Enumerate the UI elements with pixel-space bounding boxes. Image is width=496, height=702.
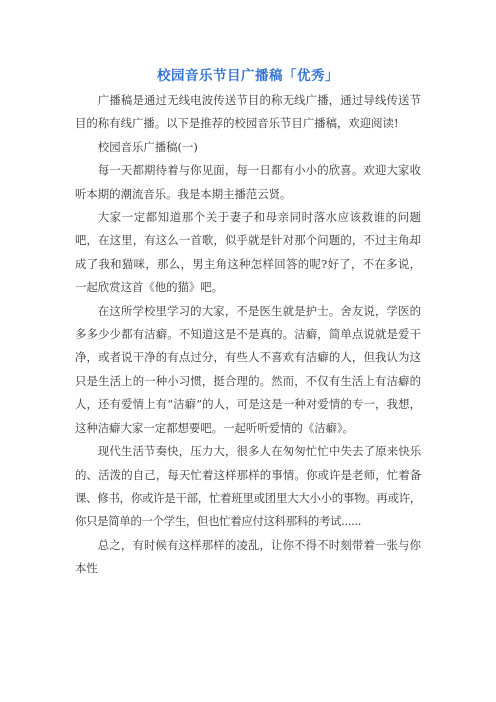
body-paragraph: 在这所学校里学习的大家，不是医生就是护士。舍友说，学医的多多少少都有洁癖。不知道这是不是真的。洁癖，简单点说就是爱干净，或者说干净的有点过分，有些人不喜欢有洁癖的人，但我认为这只是生活上的一种小习惯，挺合理的。然而，不仅有生活上有洁癖的人，还有爱情上有“洁癖”的人，可是这是一种对爱情的专一，我想，这种洁癖大家一定都想要吧。一起听听爱情的《洁癖》。 (75, 303, 421, 435)
body-paragraph: 大家一定都知道那个关于妻子和母亲同时落水应该救谁的问题吧，在这里，有这么一首歌，似乎就是针对那个问题的，不过主角却成了我和猫咪，那么，男主角这种怎样回答的呢?好了，不在多说，一起欣赏这首《他的猫》吧。 (75, 210, 421, 295)
body-paragraph: 每一天都期待着与你见面，每一日都有小小的欣喜。欢迎大家收听本期的潮流音乐。我是本期主播范云贤。 (75, 163, 421, 201)
body-paragraph: 现代生活节奏快，压力大，很多人在匆匆忙忙中失去了原来快乐的、活泼的自己，每天忙着这样那样的事情。你或许是老师，忙着备课、修书，你或许是干部，忙着班里或团里大大小小的事物。再或许，你只是简单的一个学生，但也忙着应付这科那科的考试...... (75, 444, 421, 529)
section-heading: 校园音乐广播稿(一) (97, 139, 198, 154)
page-title: 校园音乐节目广播稿「优秀」 (157, 68, 339, 84)
intro-paragraph: 广播稿是通过无线电波传送节目的称无线广播，通过导线传送节目的称有线广播。以下是推荐的校园音乐节目广播稿，欢迎阅读! (75, 93, 421, 131)
body-paragraph: 总之，有时候有这样那样的凌乱，让你不得不时刻带着一张与你本性 (75, 537, 421, 576)
document-body (75, 89, 421, 581)
